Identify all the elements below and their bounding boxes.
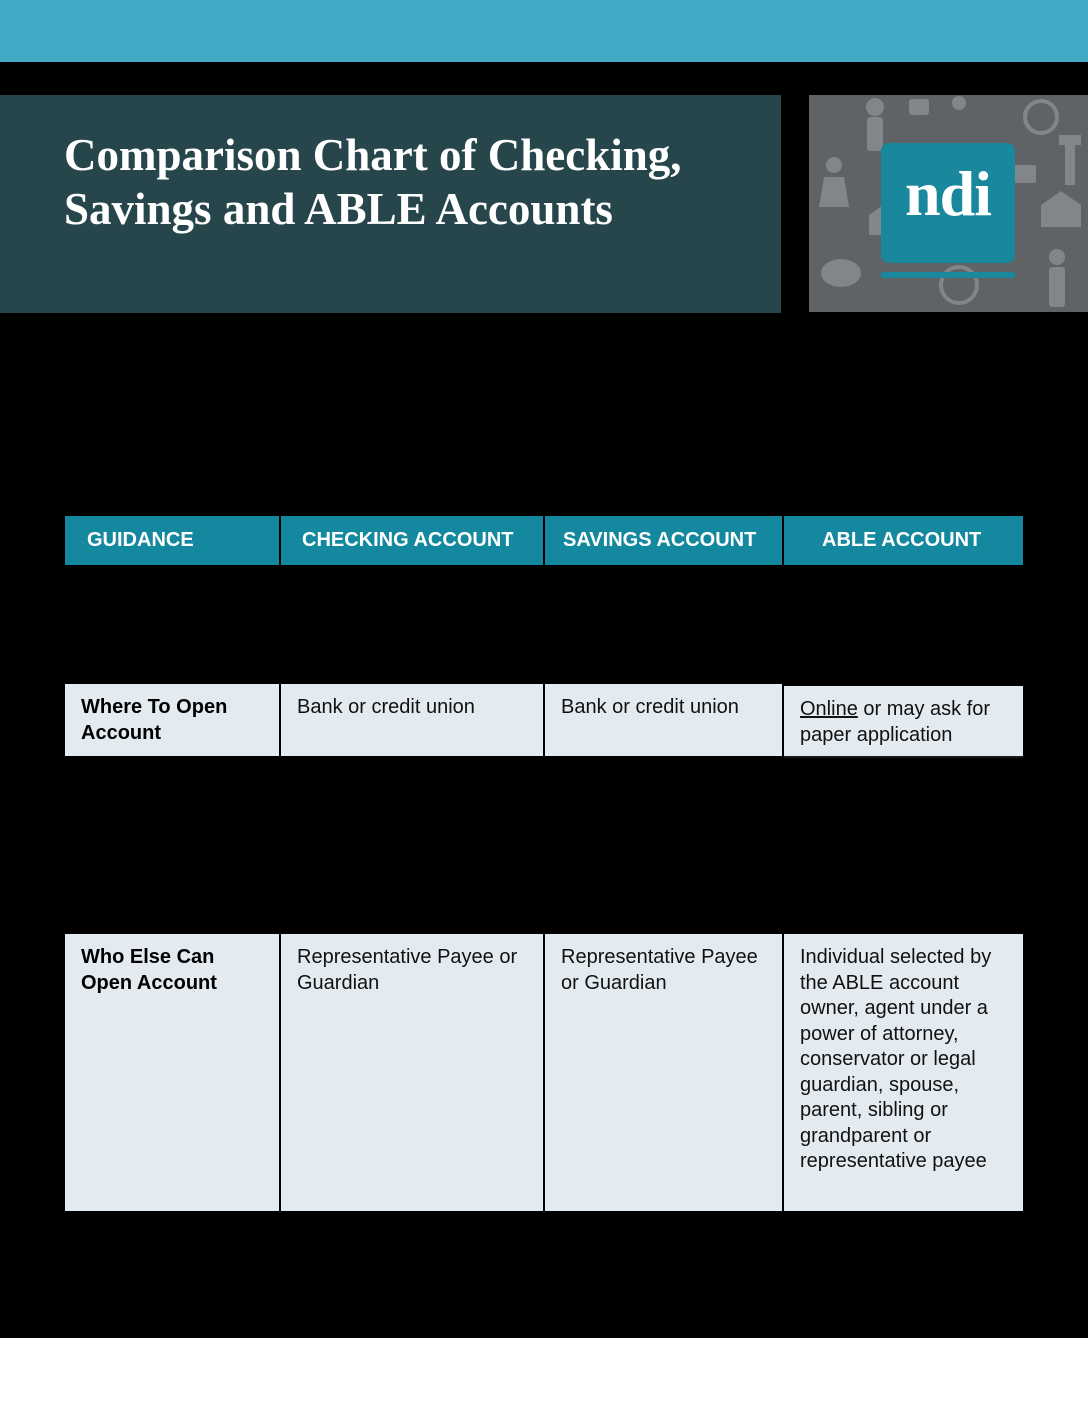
row-who-else-able — [784, 934, 1023, 1211]
top-color-band — [0, 0, 1088, 62]
header-able-label: ABLE ACCOUNT — [822, 529, 982, 551]
row-where-to-open-savings — [545, 684, 782, 756]
header-guidance — [65, 516, 279, 565]
row-where-to-open-label — [65, 684, 279, 756]
header-able — [784, 516, 1023, 565]
row-who-else-label — [65, 934, 279, 1211]
row-who-else-savings — [545, 934, 782, 1211]
cell-underline-rule — [784, 756, 1023, 758]
row-label-text: Where To Open Account — [81, 696, 228, 744]
row-label-text: Who Else Can Open Account — [81, 946, 217, 994]
header-savings-label: SAVINGS ACCOUNT — [563, 529, 757, 551]
header-checking — [281, 516, 543, 565]
header-savings — [545, 516, 782, 565]
cell-text: Bank or credit union — [561, 696, 739, 718]
row-where-to-open-able — [784, 686, 1023, 758]
row-where-to-open-checking — [281, 684, 543, 756]
header-checking-label: CHECKING ACCOUNT — [302, 529, 514, 551]
ndi-logo — [881, 143, 1015, 263]
row-who-else-checking — [281, 934, 543, 1211]
cell-text: Representative Payee or Guardian — [297, 946, 518, 994]
logo-panel — [809, 95, 1088, 312]
header-guidance-label: GUIDANCE — [87, 529, 194, 551]
cell-text: or may ask for paper application — [800, 698, 991, 746]
page-title: Comparison Chart of Checking, Savings and ABLE Accounts — [64, 130, 682, 234]
logo-underline — [881, 272, 1015, 278]
cell-text: Bank or credit union — [297, 696, 475, 718]
cell-text: Individual selected by the ABLE account owner, agent under a power of attorney, conservator or legal guardian, spouse, parent, sibling or grandparent or representative payee — [800, 946, 992, 1172]
cell-text: Representative Payee or Guardian — [561, 946, 758, 994]
logo-wordmark: ndi — [905, 158, 991, 229]
online-link[interactable]: Online — [800, 698, 858, 720]
